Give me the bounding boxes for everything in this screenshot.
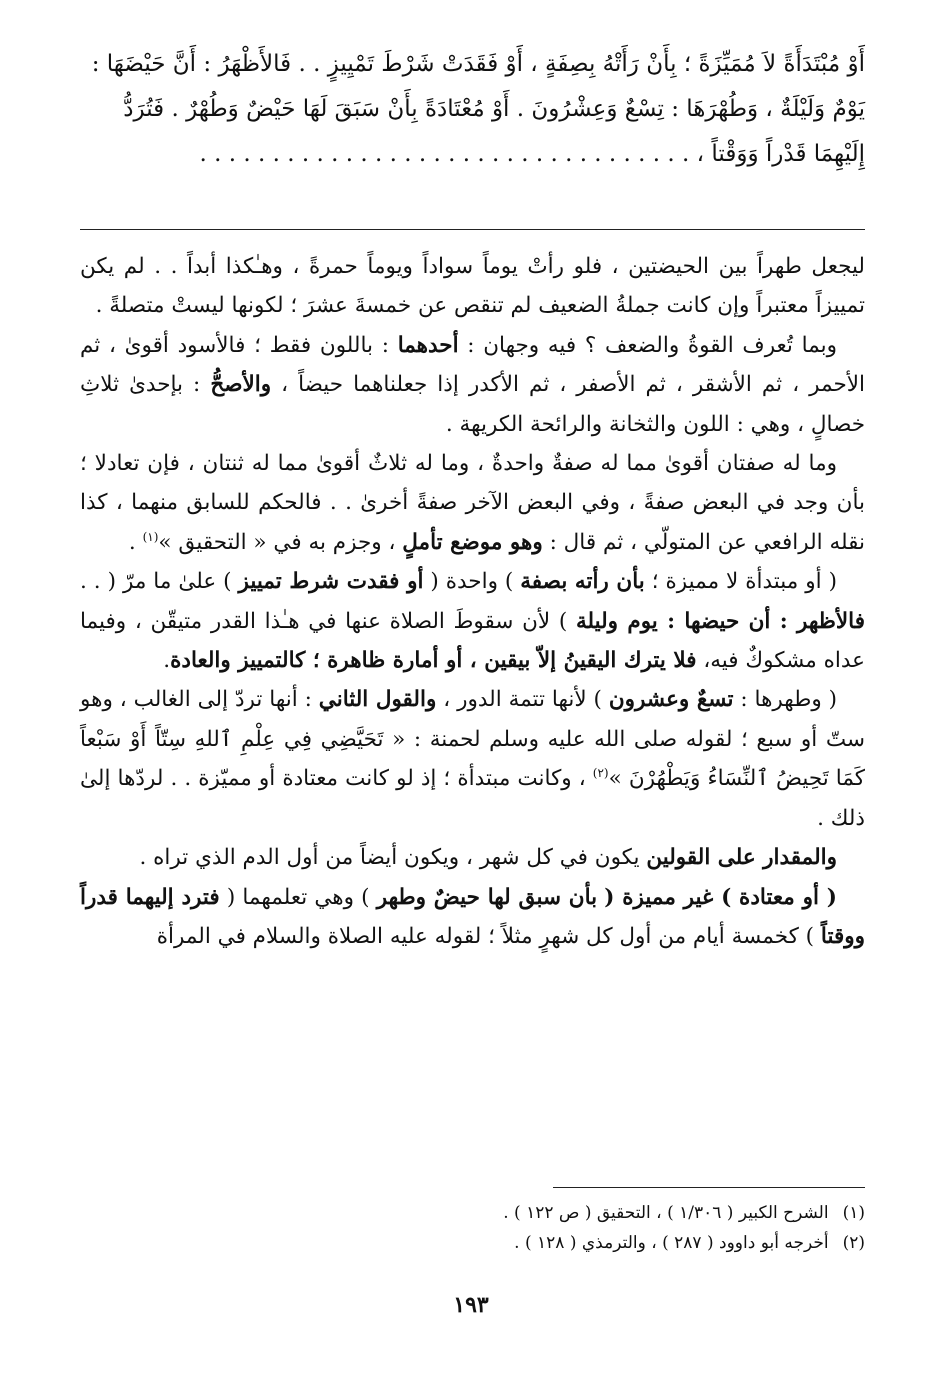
page-number: ١٩٣ bbox=[453, 1292, 489, 1318]
text-run: وبما تُعرف القوةُ والضعف ؟ فيه وجهان : bbox=[467, 332, 837, 358]
text-run: : باللون فقط ؛ فالأسود أقوىٰ ، ثم الأحمر ، ثم الأشقر ، ثم الأصفر ، ثم الأكدر إذا جعلناهما حيضاً ، bbox=[80, 332, 865, 398]
text-run: ليجعل طهراً بين الحيضتين ، فلو رأتْ يوماً سواداً ويوماً حمرةً ، وهـٰكذا أبداً . . لم يكن تمييزاً معتبراً وإن كانت جملةُ الضعيف لم تنقص عن خمسةَ عشرَ ؛ لكونها ليستْ متصلةً . bbox=[80, 254, 865, 319]
text-run: : أنها تردّ إلى الغالب ، وهو ستّ أو سبع ؛ لقوله صلى الله عليه وسلم لحمنة : « تَحَيَّضِي فِي عِلْمِ ٱللهِ سِتّاً أَوْ سَبْعاً كَمَا تَحِيضُ ٱلنِّسَاءُ وَيَطْهُرْنَ » bbox=[80, 687, 865, 792]
paragraph bbox=[80, 680, 865, 838]
paragraph bbox=[80, 838, 865, 877]
paragraph bbox=[80, 878, 865, 957]
matn-line: أَوْ مُبْتَدَأَةً لاَ مُمَيِّزَةً ؛ بِأَنْ رَأَتْهُ بِصِفَةٍ ، أَوْ فَقَدَتْ شَرْطَ تَمْيِيزٍ . . فَالأَظْهَرُ : أَنَّ حَيْضَهَا : bbox=[91, 51, 865, 77]
bold-term: تسعٌ وعشرون bbox=[608, 687, 734, 713]
footnote-ref[interactable]: (١) bbox=[142, 529, 159, 544]
matn-divider bbox=[80, 229, 865, 230]
text-run: ) وهي تعلمهما ( bbox=[226, 884, 370, 910]
matn-text bbox=[80, 42, 865, 177]
bold-term: ( أو معتادة ) غير مميزة ( bbox=[604, 884, 837, 910]
footnote-item bbox=[80, 1198, 865, 1228]
text-run: ( أو مبتدأة لا مميزة ؛ bbox=[651, 569, 837, 595]
sharh-text bbox=[80, 247, 865, 956]
bold-term: فلا يترك اليقينُ إلاّ بيقين ، أو أمارة ظاهرة ؛ كالتمييز والعادة bbox=[170, 648, 697, 674]
bold-term: أو فقدت شرط تمييز bbox=[238, 569, 424, 595]
paragraph bbox=[80, 444, 865, 562]
text-run: ( وطهرها : bbox=[740, 687, 837, 713]
footnote-item bbox=[80, 1228, 865, 1258]
bold-term: والقول الثاني bbox=[318, 687, 437, 713]
text-run: وما له صفتان أقوىٰ مما له صفةٌ واحدةٌ ، وما له ثلاثٌ أقوىٰ مما له ثنتان ، فإن تعادلا ؛ بأن وجد في البعض صفةً ، وفي البعض الآخر صفةً أخرىٰ . . فالحكم للسابق منهما ، كذا نقله الرافعي عن المتولّي ، ثم قال : bbox=[80, 451, 865, 555]
footnote-number: (١) bbox=[842, 1203, 865, 1223]
footnote-number: (٢) bbox=[842, 1233, 865, 1253]
footnote-divider bbox=[553, 1187, 865, 1188]
footnote-text: أخرجه أبو داوود ( ٢٨٧ ) ، والترمذي ( ١٢٨ ) . bbox=[514, 1233, 829, 1253]
bold-term: بأن رأته بصفة bbox=[520, 569, 645, 595]
paragraph bbox=[80, 326, 865, 444]
matn-line: يَوْمٌ وَلَيْلَةٌ ، وَطُهْرَهَا : تِسْعٌ وَعِشْرُونَ . أَوْ مُعْتَادَةً بِأَنْ سَبَقَ لَهَا حَيْضٌ وَطُهْرٌ . فَتُرَدُّ bbox=[123, 96, 865, 122]
text-run: ) كخمسة أيام من أول كل شهرٍ مثلاً ؛ لقوله عليه الصلاة والسلام في المرأة bbox=[156, 923, 815, 949]
footnote-ref[interactable]: (٢) bbox=[592, 766, 609, 781]
text-run: ) علىٰ ما مرّ ( . . bbox=[80, 569, 232, 595]
text-run: يكون في كل شهر ، ويكون أيضاً من أول الدم الذي تراه . bbox=[139, 845, 640, 871]
text-run: ، وكانت مبتدأة ؛ إذ لو كانت معتادة أو مميّزة . . لردّها إلىٰ ذلك . bbox=[80, 766, 865, 831]
bold-term: وهو موضع تأملٍ bbox=[402, 529, 543, 555]
text-run: . bbox=[163, 648, 171, 674]
footnote-text: الشرح الكبير ( ١/٣٠٦ ) ، التحقيق ( ص ١٢٢ ) . bbox=[503, 1203, 829, 1223]
bold-term: والمقدار على القولين bbox=[646, 845, 837, 871]
footnotes bbox=[80, 1198, 865, 1258]
bold-term: فترد إليهما قدراً ووقتاً bbox=[80, 884, 865, 949]
bold-term: فالأظهر : أن حيضها : يوم وليلة bbox=[575, 608, 865, 634]
bold-term: والأصحُّ bbox=[210, 372, 272, 398]
bold-term: بأن سبق لها حيضٌ وطهر bbox=[376, 884, 598, 910]
text-run: ) لأنها تتمة الدور ، bbox=[443, 687, 602, 713]
text-run: ، وجزم به في « التحقيق » bbox=[158, 529, 396, 555]
paragraph bbox=[80, 247, 865, 326]
bold-term: أحدهما bbox=[397, 332, 459, 358]
paragraph bbox=[80, 562, 865, 680]
text-run: : بإحدىٰ ثلاثِ خصالٍ ، وهي : اللون والثخانة والرائحة الكريهة . bbox=[80, 372, 865, 437]
text-run: . bbox=[128, 529, 136, 555]
matn-line: إِلَيْهِمَا قَدْراً وَوَقْتاً ، . . . . . . . . . . . . . . . . . . . . . . . . . . . . . . . . . . bbox=[199, 141, 865, 167]
text-run: ) واحدة ( bbox=[430, 569, 514, 595]
text-run: ) لأن سقوطَ الصلاة عنها في هـٰذا القدر متيقّن ، وفيما عداه مشكوكٌ فيه، bbox=[80, 608, 865, 674]
